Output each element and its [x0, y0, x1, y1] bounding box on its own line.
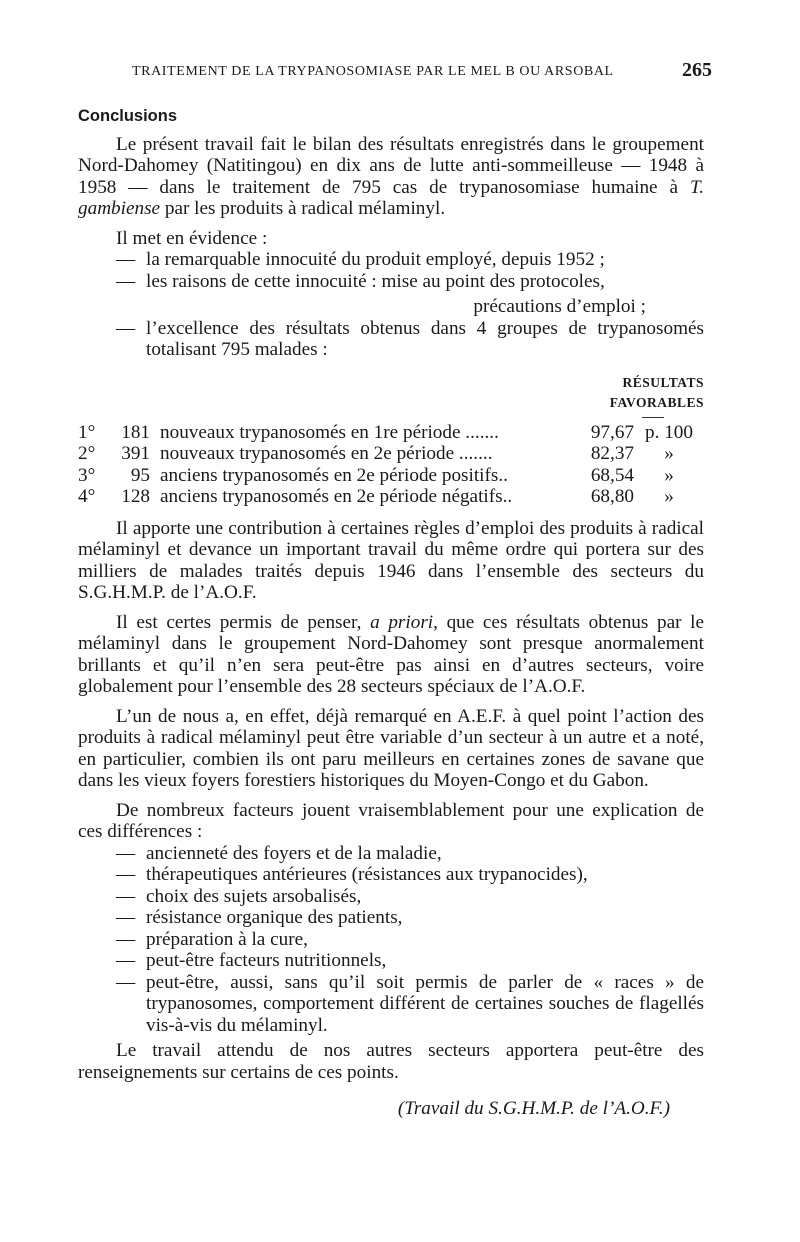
results-num: 4°	[78, 486, 96, 507]
factor-item	[78, 929, 704, 951]
dash-mark: —	[116, 842, 136, 864]
dash-mark: —	[116, 971, 136, 993]
evidence-item	[78, 271, 704, 293]
results-header-line1: RÉSULTATS	[622, 374, 704, 390]
evidence-text: l’excellence des résultats obtenus dans 4 groupes de trypanosomés totalisant 795 malades :	[146, 317, 704, 360]
section-title: Conclusions	[78, 107, 178, 125]
factor-item	[78, 864, 704, 886]
apriori-italic: a priori	[370, 611, 434, 633]
contribution-paragraph: Il apporte une contribution à certaines règles d’emploi des produits à radical mélaminyl et devance un important travail du même ordre qui portera sur des milliers de malades traités depuis 1946 dans l’ensemble des secteurs du S.G.H.M.P. de l’A.O.F.	[78, 517, 704, 603]
evidence-item	[78, 249, 704, 271]
results-unit: »	[664, 443, 674, 464]
factor-item	[78, 843, 704, 865]
factor-item	[78, 886, 704, 908]
intro-text-2: par les produits à radical mélaminyl.	[160, 198, 446, 219]
results-value: 97,67	[590, 421, 634, 443]
species-name: T. gambiense	[78, 176, 704, 219]
evidence-intro: Il met en évidence :	[116, 227, 268, 249]
results-num: 2°	[78, 443, 96, 464]
dash-mark: —	[116, 885, 136, 907]
dash-mark: —	[116, 317, 136, 339]
factor-item	[78, 950, 704, 972]
results-num: 3°	[78, 464, 96, 486]
evidence-list	[78, 249, 704, 292]
results-unit: »	[664, 464, 674, 486]
factor-text: préparation à la cure,	[146, 928, 308, 950]
dash-mark: —	[116, 270, 136, 292]
results-count: 128	[121, 486, 150, 507]
dash-mark: —	[116, 864, 136, 885]
results-value: 82,37	[590, 443, 634, 464]
results-unit: p. 100	[645, 421, 693, 443]
results-label: anciens trypanosomés en 2e période négatifs..	[160, 486, 513, 507]
closing-paragraph: Le travail attendu de nos autres secteurs apportera peut-être des renseignements sur certains de ces points.	[78, 1040, 704, 1083]
factor-text: peut-être facteurs nutritionnels,	[146, 950, 387, 971]
factor-item	[78, 907, 704, 929]
results-count: 391	[121, 443, 150, 464]
results-value: 68,54	[590, 464, 634, 486]
signature: (Travail du S.G.H.M.P. de l’A.O.F.)	[397, 1098, 670, 1119]
results-label: anciens trypanosomés en 2e période positifs..	[160, 464, 508, 486]
intro-text-1: Le présent travail fait le bilan des résultats enregistrés dans le groupement Nord-Dahomey (Natitingou) en dix ans de lutte anti-sommeilleuse — 1948 à 1958 — dans le traitement de 795 cas de trypanosomiase humaine à	[78, 133, 704, 198]
results-label: nouveaux trypanosomés en 2e période .......	[160, 443, 493, 464]
results-header-line2: FAVORABLES	[609, 394, 704, 410]
evidence-item-continuation: précautions d’emploi ;	[473, 296, 646, 317]
results-row	[78, 465, 704, 487]
results-label: nouveaux trypanosomés en 1re période .......	[160, 421, 499, 443]
evidence-text: la remarquable innocuité du produit employé, depuis 1952 ;	[146, 249, 605, 270]
apriori-text-2: , que ces résultats obtenus par le mélaminyl dans le groupement Nord-Dahomey sont presque anormalement brillants et qu’il n’en sera peut-être pas ainsi en d’autres secteurs, voire globalement pour l’ensemble des 28 secteurs spéciaux de l’A.O.F.	[78, 611, 704, 697]
dash-mark: —	[116, 907, 136, 928]
apriori-text-1: Il est certes permis de penser,	[116, 611, 371, 633]
results-column-header	[78, 373, 704, 418]
results-row	[78, 422, 704, 444]
factor-item	[78, 972, 704, 1037]
results-row	[78, 486, 704, 508]
factors-list	[78, 843, 704, 1037]
page-number: 265	[682, 59, 712, 81]
factor-text: ancienneté des foyers et de la maladie,	[146, 842, 442, 864]
results-unit: »	[664, 486, 674, 507]
factor-text: résistance organique des patients,	[146, 907, 403, 928]
aef-paragraph: L’un de nous a, en effet, déjà remarqué en A.E.F. à quel point l’action des produits à radical mélaminyl peut être variable d’un secteur à un autre et a noté, en particulier, combien ils ont paru meilleurs en certaines zones de savane que dans les vieux foyers forestiers historiques du Moyen-Congo et du Gabon.	[78, 705, 704, 791]
results-num: 1°	[78, 421, 96, 443]
article-body	[78, 106, 704, 1091]
evidence-item	[78, 318, 704, 361]
factors-intro: De nombreux facteurs jouent vraisemblablement pour une explication de ces différences :	[78, 799, 704, 842]
dash-mark: —	[116, 950, 136, 971]
apriori-paragraph	[78, 612, 704, 698]
factor-text: thérapeutiques antérieures (résistances aux trypanocides),	[146, 864, 588, 885]
intro-paragraph	[78, 134, 704, 220]
dash-mark: —	[116, 928, 136, 950]
results-table	[78, 422, 704, 508]
factor-text: choix des sujets arsobalisés,	[146, 885, 362, 907]
evidence-list-2	[78, 318, 704, 361]
dash-mark: —	[116, 249, 136, 270]
factor-text: peut-être, aussi, sans qu’il soit permis de parler de « races » de trypanosomes, comportement différent de certaines souches de flagellés vis-à-vis du mélaminyl.	[146, 971, 704, 1036]
running-header	[132, 59, 712, 81]
running-title: TRAITEMENT DE LA TRYPANOSOMIASE PAR LE MEL B OU ARSOBAL	[132, 64, 614, 79]
results-header-rule	[642, 417, 664, 418]
results-row	[78, 443, 704, 465]
results-count: 95	[130, 464, 150, 486]
results-value: 68,80	[590, 486, 634, 507]
results-count: 181	[121, 421, 150, 443]
evidence-text: les raisons de cette innocuité : mise au point des protocoles,	[146, 270, 605, 292]
